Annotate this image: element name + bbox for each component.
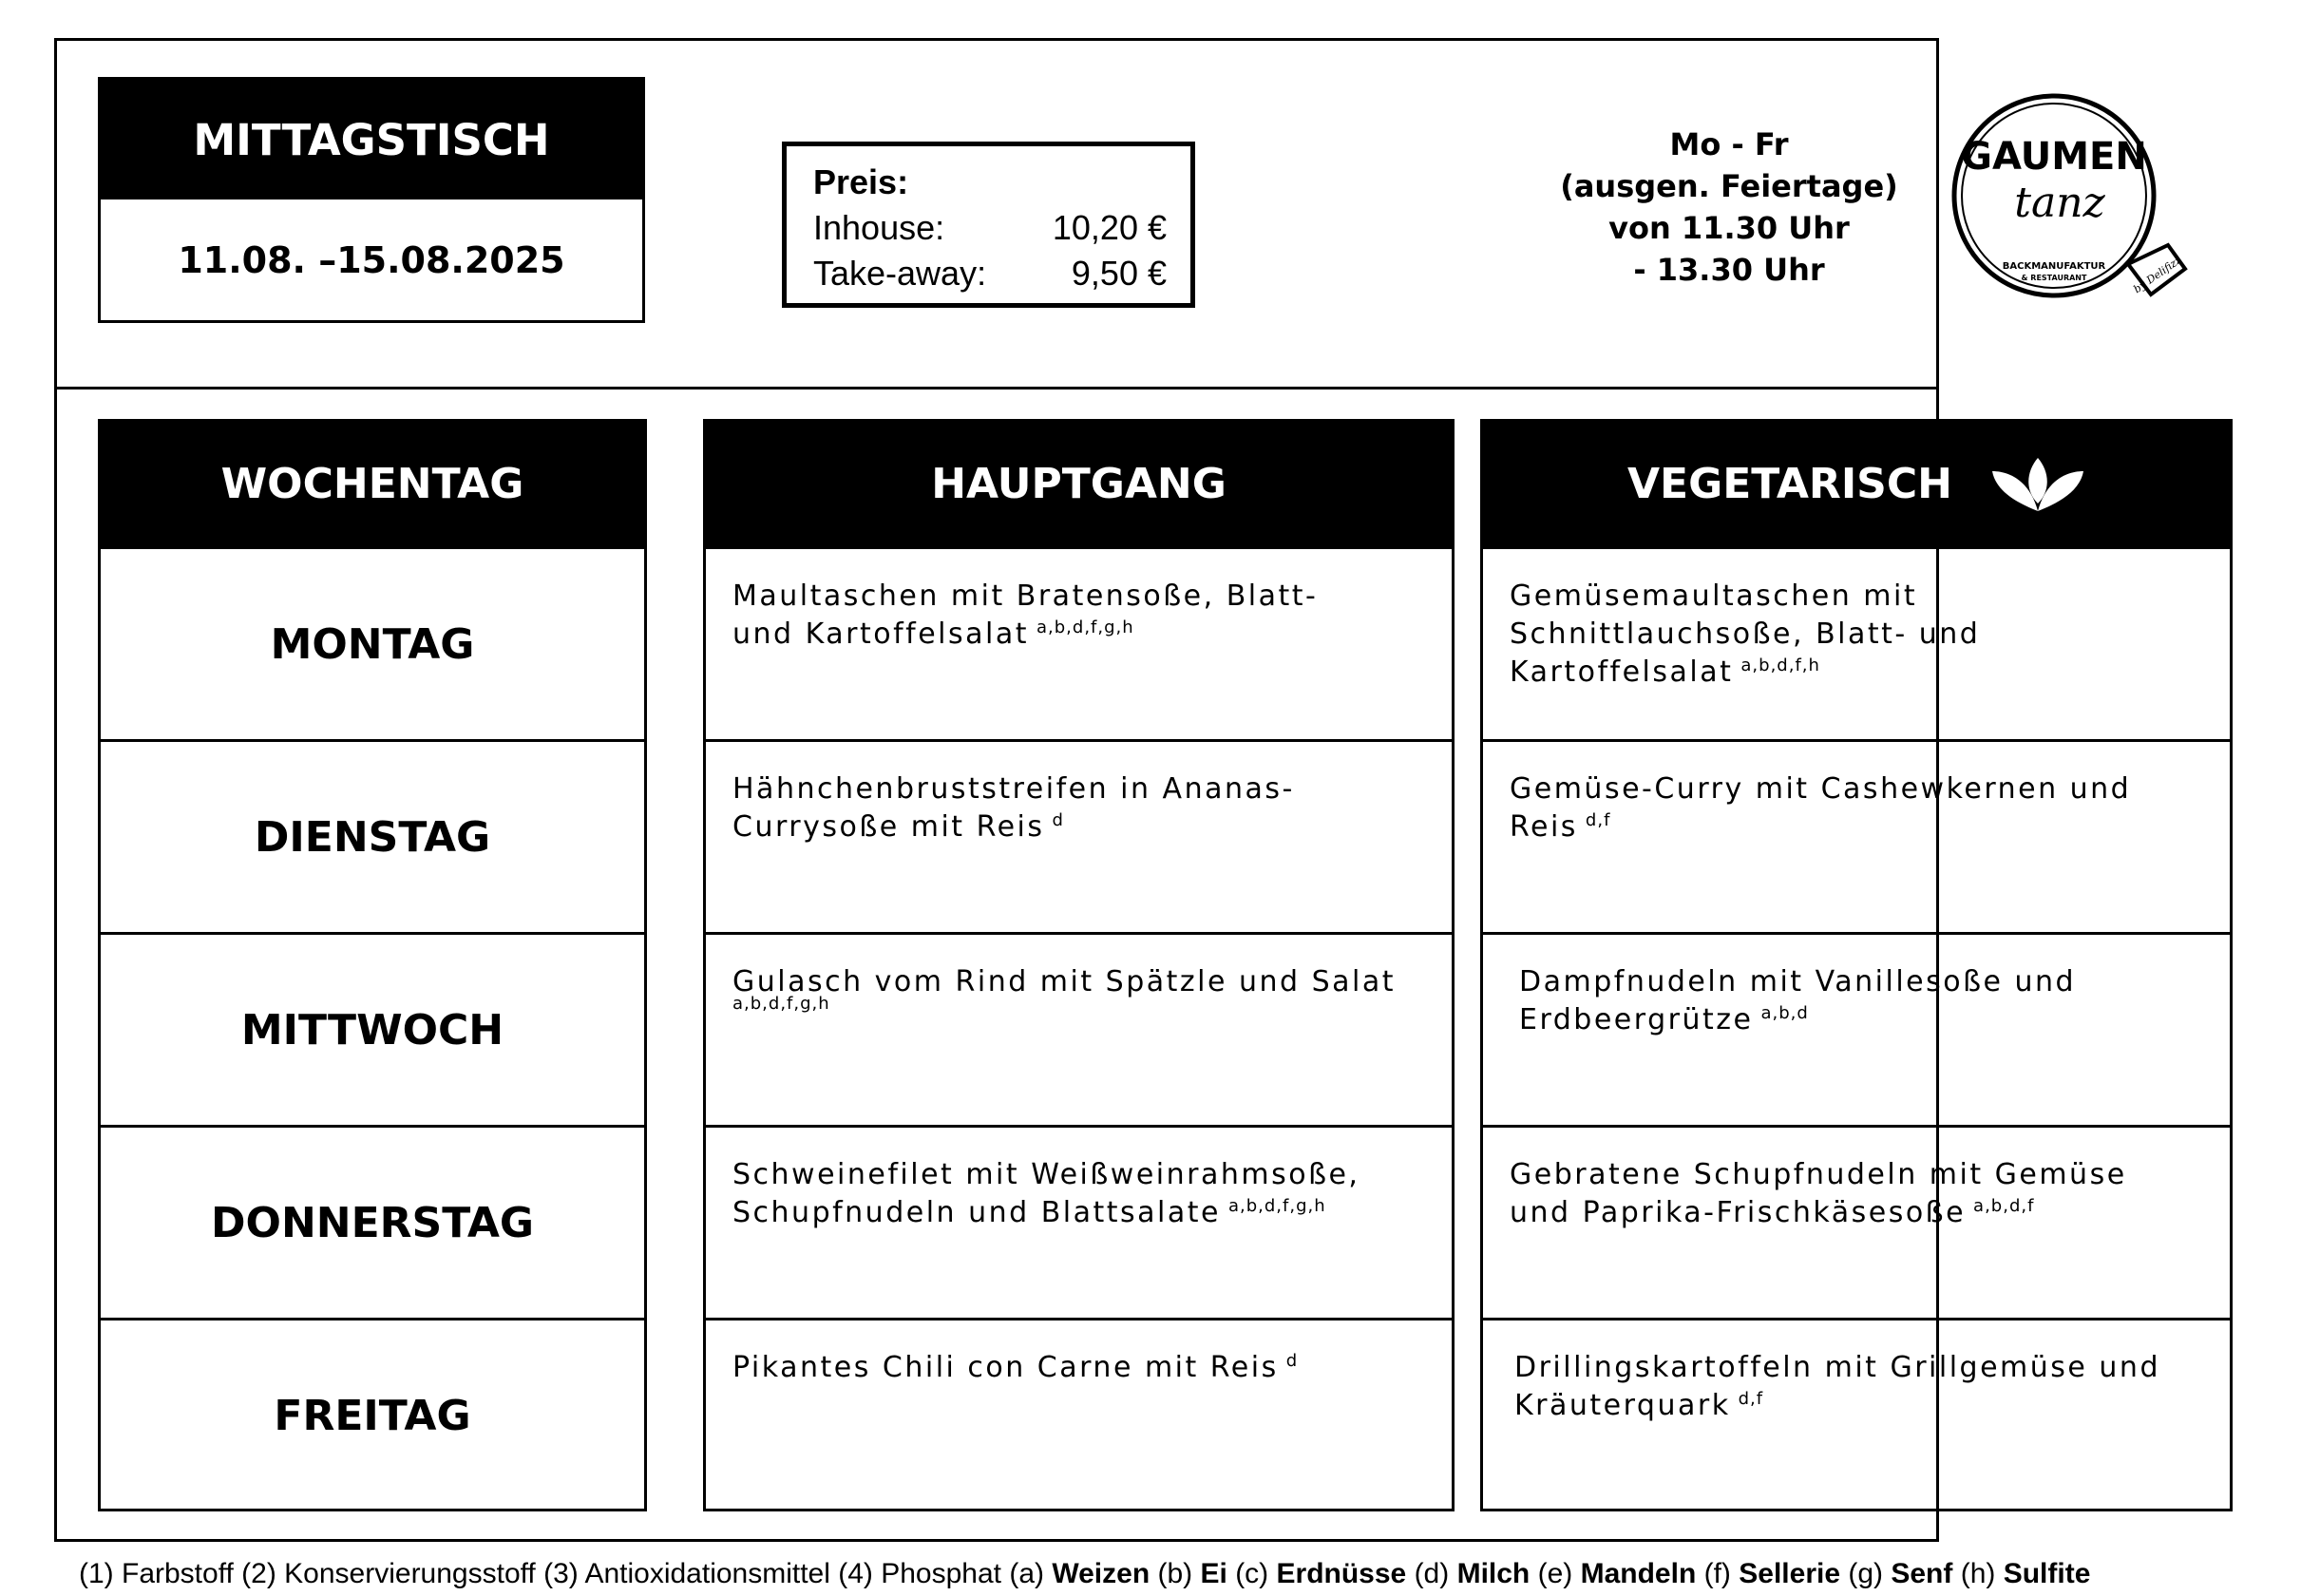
inhouse-label: Inhouse: [813, 208, 945, 247]
allergen-codes: a,b,d,f,h [1740, 656, 1820, 675]
main-dish-wednesday [706, 932, 1452, 1125]
allergen-codes: d [1285, 1351, 1299, 1371]
footnote-part: (1) Farbstoff (2) Konservierungsstoff (3) Antioxidationsmittel (4) Phosphat (a) [79, 1558, 1053, 1589]
veg-column-header [1483, 422, 2230, 546]
footnote-part: (b) [1150, 1558, 1201, 1589]
veg-dish-text: Dampfnudeln mit Vanillesoße und Erdbeergrütze [1519, 965, 2077, 1036]
footnote-part: (h) [1952, 1558, 2004, 1589]
logo-wordmark: GAUMEN [1961, 135, 2147, 179]
veg-dish-monday [1483, 546, 2230, 739]
footnote-part: (e) [1530, 1558, 1581, 1589]
veg-dish-text: Gebratene Schupfnudeln mit Gemüse und Paprika-Frischkäsesoße [1510, 1158, 2127, 1229]
menu-title: MITTAGSTISCH [101, 80, 642, 200]
veg-dish-text: Drillingskartoffeln mit Grillgemüse und Kräuterquark [1514, 1351, 2160, 1422]
main-dish-text: Maultaschen mit Bratensoße, Blatt- und Kartoffelsalat [732, 580, 1319, 651]
allergen-name: Ei [1200, 1558, 1227, 1589]
allergen-name: Mandeln [1580, 1558, 1697, 1589]
veg-dish-wednesday [1483, 932, 2230, 1125]
main-dish-friday [706, 1318, 1452, 1510]
day-column [98, 419, 647, 1511]
day-cell-friday: FREITAG [101, 1318, 644, 1510]
allergen-codes: d,f [1738, 1389, 1764, 1409]
takeaway-label: Take-away: [813, 254, 987, 293]
gaumentanz-logo [1948, 74, 2233, 321]
veg-dish-thursday [1483, 1125, 2230, 1318]
leaf-icon [1990, 456, 2085, 513]
day-cell-thursday: DONNERSTAG [101, 1125, 644, 1318]
vegetarian-column [1480, 419, 2233, 1511]
footnote-part: (c) [1227, 1558, 1277, 1589]
main-dish-text: Schweinefilet mit Weißweinrahmsoße, Schupfnudeln und Blattsalate [732, 1158, 1360, 1229]
main-dish-text: Gulasch vom Rind mit Spätzle und Salat [732, 965, 1396, 998]
main-column-header: HAUPTGANG [706, 422, 1452, 546]
allergen-codes: a,b,d,f [1973, 1196, 2035, 1216]
inhouse-price: 10,20 € [1052, 208, 1167, 247]
main-dish-thursday [706, 1125, 1452, 1318]
allergen-codes: d,f [1585, 810, 1611, 830]
hours-line-2: (ausgen. Feiertage) [1560, 168, 1898, 204]
day-column-header: WOCHENTAG [101, 422, 644, 546]
takeaway-price: 9,50 € [1071, 254, 1167, 293]
allergen-codes: d [1052, 810, 1064, 830]
logo-sub-1: BACKMANUFAKTUR [2002, 261, 2106, 272]
allergen-codes: a,b,d,f,g,h [1227, 1196, 1326, 1216]
veg-dish-friday [1483, 1318, 2230, 1510]
logo-sub-2: & RESTAURANT [2021, 274, 2087, 282]
allergen-codes: a,b,d,f,g,h [732, 994, 830, 1014]
allergen-footnote [79, 1558, 2264, 1590]
main-dish-text: Pikantes Chili con Carne mit Reis [732, 1351, 1279, 1384]
veg-header-label: VEGETARISCH [1627, 460, 1952, 508]
allergen-name: Sellerie [1739, 1558, 1841, 1589]
date-range: 11.08. –15.08.2025 [178, 238, 565, 281]
hours-line-1: Mo - Fr [1669, 126, 1789, 162]
price-label: Preis: [813, 162, 909, 201]
title-box [98, 77, 645, 323]
logo-tag: by Delifizz [2131, 254, 2184, 296]
allergen-name: Milch [1456, 1558, 1531, 1589]
hours-line-3: von 11.30 Uhr [1608, 210, 1850, 246]
allergen-name: Sulfite [2003, 1558, 2091, 1589]
logo-script: tanz [2014, 179, 2105, 227]
veg-dish-tuesday [1483, 739, 2230, 932]
allergen-name: Senf [1891, 1558, 1953, 1589]
hours-line-4: - 13.30 Uhr [1633, 252, 1825, 288]
footnote-part: (g) [1840, 1558, 1892, 1589]
price-box [782, 142, 1195, 308]
header-divider [54, 387, 1939, 390]
price-row-takeaway [813, 251, 1167, 296]
opening-hours [1530, 124, 1929, 291]
day-cell-wednesday: MITTWOCH [101, 932, 644, 1125]
allergen-codes: a,b,d [1760, 1003, 1809, 1023]
allergen-codes: a,b,d,f,g,h [1036, 618, 1134, 637]
day-cell-tuesday: DIENSTAG [101, 739, 644, 932]
day-cell-monday: MONTAG [101, 546, 644, 739]
allergen-name: Weizen [1052, 1558, 1150, 1589]
allergen-name: Erdnüsse [1276, 1558, 1407, 1589]
price-row-inhouse [813, 205, 1167, 251]
main-course-column [703, 419, 1455, 1511]
main-dish-monday [706, 546, 1452, 739]
footnote-part: (f) [1696, 1558, 1740, 1589]
veg-dish-text: Gemüsemaultaschen mit Schnittlauchsoße, Blatt- und Kartoffelsalat [1510, 580, 1981, 689]
footnote-part: (d) [1406, 1558, 1457, 1589]
main-dish-tuesday [706, 739, 1452, 932]
veg-dish-text: Gemüse-Curry mit Cashewkernen und Reis [1510, 772, 2132, 844]
main-dish-text: Hähnchenbruststreifen in Ananas- Currysoße mit Reis [732, 772, 1295, 844]
